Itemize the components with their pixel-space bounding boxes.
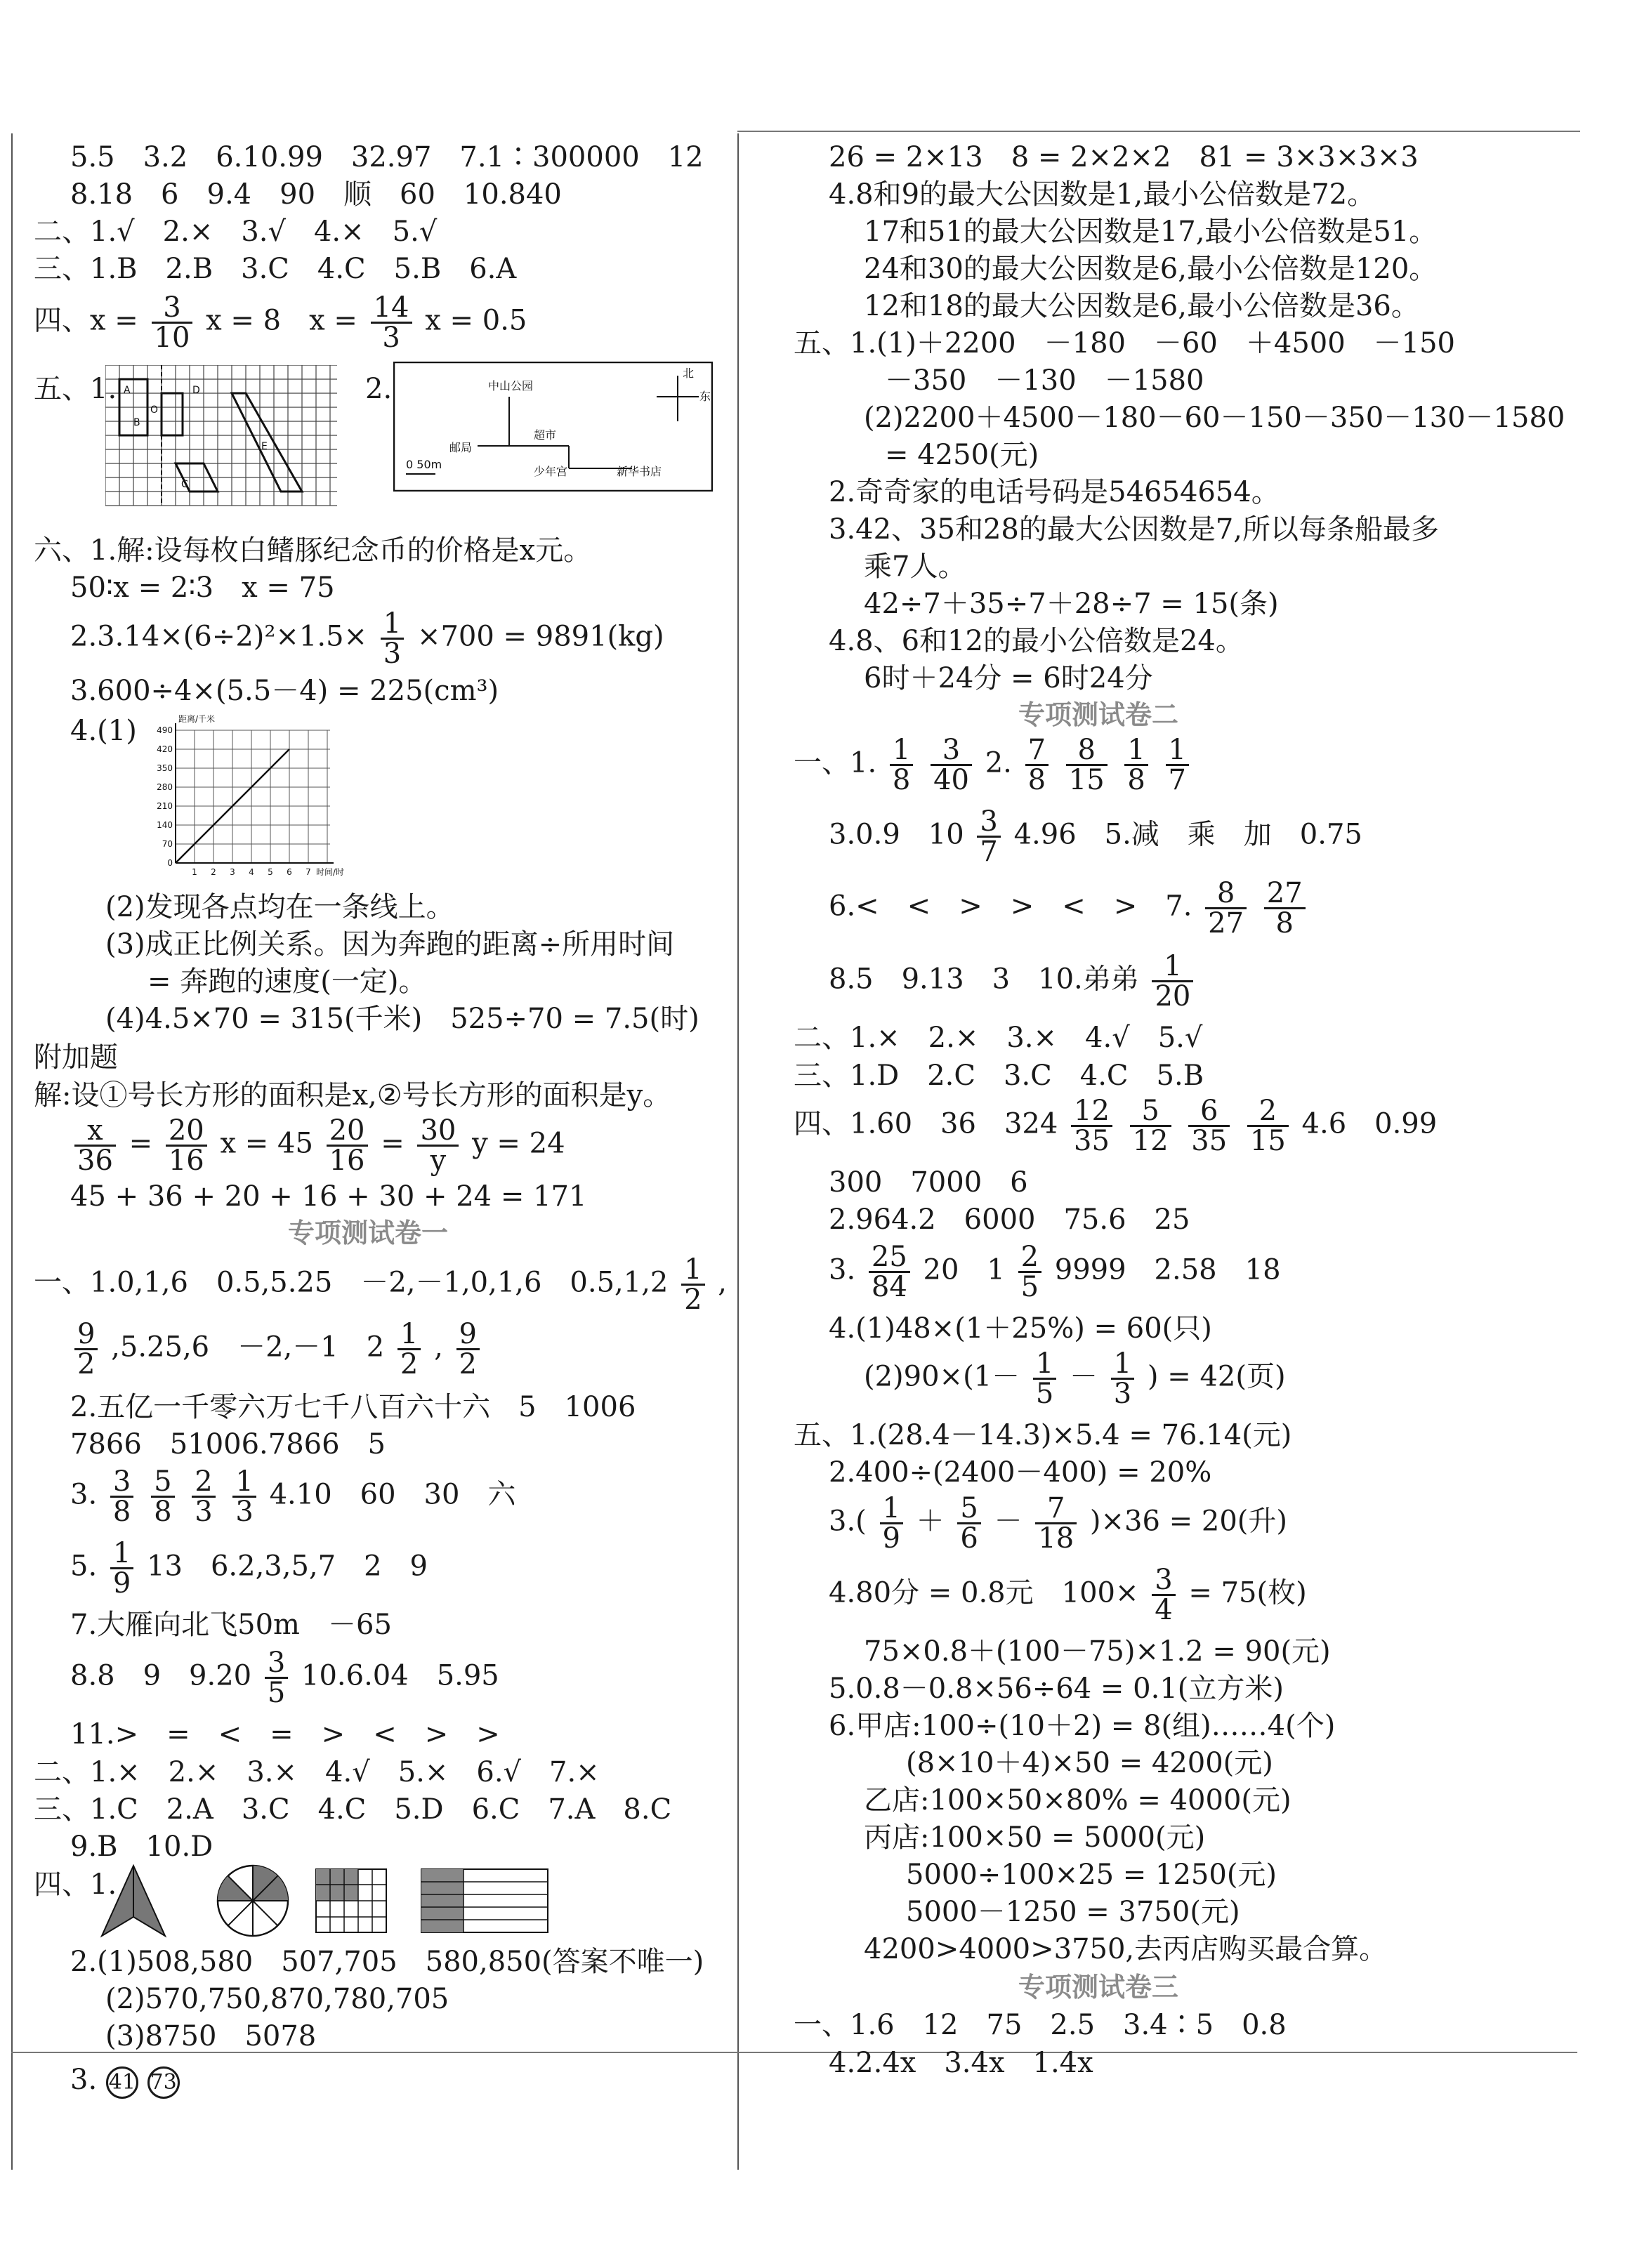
map-label: 东 — [699, 390, 711, 403]
section-title: 专项测试卷二 — [1018, 699, 1179, 730]
fraction: $\frac{5}{12}$ — [1130, 1097, 1171, 1155]
answer-line: 4.2.4x 3.4x 1.4x — [829, 2047, 1093, 2079]
answer-line-fractions: 3. $\frac{3}{8}$ $\frac{5}{8}$ $\frac{2}{3}$ $\frac{1}{3}$ 4.10 60 30 六 — [70, 1465, 516, 1528]
x-tick: 4 — [249, 867, 254, 877]
fraction: $\frac{1}{8}$ — [1124, 736, 1148, 794]
map-label: 中山公园 — [488, 379, 534, 393]
x-axis-label: 时间/时 — [316, 867, 345, 877]
fraction: $\frac{1}{2}$ — [397, 1320, 421, 1378]
answer-line: (3)成正比例关系。因为奔跑的距离÷所用时间 — [105, 928, 675, 961]
answer-line-fractions: 5. $\frac{1}{9}$ 13 6.2,3,5,7 2 9 — [70, 1537, 428, 1600]
y-tick: 210 — [157, 801, 173, 811]
fraction: $\frac{5}{8}$ — [151, 1468, 174, 1526]
fraction: $\frac{1}{9}$ — [880, 1494, 903, 1552]
answer-line: 2.(1)508,580 507,705 580,850(答案不唯一) — [70, 1946, 704, 1978]
map-label: 超市 — [534, 428, 557, 442]
fraction: $\frac{2}{3}$ — [192, 1468, 215, 1526]
answer-line: 8.18 6 9.4 90 顺 60 10.840 — [70, 178, 562, 211]
answer-line: 50∶x = 2∶3 x = 75 — [70, 572, 335, 604]
distance-time-graph — [140, 709, 365, 885]
fraction: $\frac{1}{3}$ — [232, 1468, 256, 1526]
answer-line: 12和18的最大公因数是6,最小公倍数是36。 — [864, 290, 1419, 322]
answer-line-fractions: 四、x = $\frac{3}{10}$ x = 8 x = $\frac{14}{3}$ x = 0.5 — [34, 291, 527, 354]
y-tick: 0 — [167, 858, 173, 868]
y-tick: 350 — [157, 763, 173, 773]
fraction: $\frac{7}{18}$ — [1035, 1494, 1077, 1552]
fraction: $\frac{x}{36}$ — [74, 1116, 116, 1175]
fraction: $\frac{27}{8}$ — [1264, 879, 1306, 937]
y-tick: 70 — [162, 839, 173, 849]
x-tick: 3 — [230, 867, 235, 877]
answer-line: 2.964.2 6000 75.6 25 — [829, 1204, 1190, 1236]
x-tick: 6 — [287, 867, 292, 877]
answer-line: 2. — [365, 373, 393, 405]
fraction: $\frac{1}{3}$ — [1111, 1350, 1134, 1408]
answer-line-fractions: 8.8 9 9.20 $\frac{3}{5}$ 10.6.04 5.95 — [70, 1647, 499, 1709]
answer-line-fractions: 8.5 9.13 3 10.弟弟 $\frac{1}{20}$ — [829, 952, 1197, 1010]
answer-line: 11.> = < = > < > > — [70, 1718, 500, 1751]
answer-line: (8×10＋4)×50 = 4200(元) — [906, 1747, 1273, 1779]
answer-line: 乙店:100×50×80% = 4000(元) — [864, 1784, 1291, 1817]
grid-figure — [105, 365, 337, 509]
answer-line: 7866 51006.7866 5 — [70, 1428, 386, 1461]
fraction: $\frac{9}{2}$ — [74, 1320, 98, 1378]
fraction: $\frac{3}{7}$ — [977, 807, 1000, 866]
answer-line: 5000÷100×25 = 1250(元) — [906, 1859, 1277, 1891]
fraction: $\frac{14}{3}$ — [371, 294, 412, 352]
answer-line-fractions: 3.( $\frac{1}{9}$ ＋ $\frac{5}{6}$ － $\frac{7}{18}$ )×36 = 20(升) — [829, 1492, 1287, 1555]
answer-line: = 4250(元) — [885, 439, 1039, 471]
answer-line: 三、1.B 2.B 3.C 4.C 5.B 6.A — [34, 253, 517, 285]
top-rule — [737, 131, 1580, 132]
fraction: $\frac{3}{40}$ — [931, 736, 972, 794]
answer-line: 4.8和9的最大公因数是1,最小公倍数是72。 — [829, 178, 1376, 211]
circled-number: 41 — [106, 2066, 138, 2099]
fraction: $\frac{3}{8}$ — [110, 1468, 133, 1526]
fraction: $\frac{2}{5}$ — [1018, 1243, 1041, 1301]
map-label: 0 50m — [406, 458, 442, 471]
fraction: $\frac{8}{27}$ — [1205, 879, 1247, 937]
answer-line: 五、1. — [34, 373, 117, 405]
map-label: 北 — [683, 367, 695, 380]
y-tick: 420 — [157, 744, 173, 754]
fraction: $\frac{8}{15}$ — [1066, 736, 1108, 794]
answer-line: 2.奇奇家的电话号码是54654654。 — [829, 476, 1280, 508]
answer-line-fractions: (2)90×(1－ $\frac{1}{5}$ － $\frac{1}{3}$ ) = 42(页) — [864, 1347, 1286, 1410]
grid-label: C — [181, 479, 188, 490]
answer-line: = 奔跑的速度(一定)。 — [147, 965, 427, 998]
answer-line: (4)4.5×70 = 315(千米) 525÷70 = 7.5(时) — [105, 1003, 699, 1035]
answer-line-fractions: 一、1.0,1,6 0.5,5.25 －2,－1,0,1,6 0.5,1,2 $\frac{1}{2}$ , — [34, 1253, 727, 1316]
answer-line: －350 －130 －1580 — [885, 364, 1204, 397]
answer-line: (2)570,750,870,780,705 — [105, 1983, 449, 2015]
answer-line: 300 7000 6 — [829, 1166, 1028, 1199]
x-tick: 1 — [192, 867, 197, 877]
answer-line: 四、1. — [34, 1868, 117, 1901]
section-title: 专项测试卷三 — [1018, 1972, 1179, 2003]
fraction: $\frac{3}{10}$ — [152, 294, 193, 352]
fraction: $\frac{30}{y}$ — [417, 1116, 459, 1175]
rectangle-shape — [421, 1869, 548, 1932]
answer-line: (2)发现各点均在一条线上。 — [105, 891, 454, 923]
fraction: $\frac{2}{15}$ — [1247, 1097, 1289, 1155]
map-label: 少年宫 — [534, 465, 568, 478]
answer-line-fractions: 3. $\frac{25}{84}$ 20 1 $\frac{2}{5}$ 9999 2.58 18 — [829, 1241, 1281, 1303]
fraction: $\frac{25}{84}$ — [869, 1243, 910, 1301]
answer-line: 24和30的最大公因数是6,最小公倍数是120。 — [864, 253, 1438, 285]
y-tick: 490 — [157, 725, 173, 735]
fraction: $\frac{6}{35}$ — [1188, 1097, 1230, 1155]
map-figure — [393, 362, 713, 492]
shapes-figure — [98, 1862, 562, 1946]
grid-square-shape — [316, 1869, 386, 1932]
map-label: 新华书店 — [617, 465, 662, 478]
answer-line-circled: 3. 41 73 — [70, 2063, 180, 2099]
answer-line: 一、1.6 12 75 2.5 3.4∶5 0.8 — [794, 2009, 1287, 2041]
y-tick: 140 — [157, 820, 173, 830]
answer-line-fractions: 3.0.9 10 $\frac{3}{7}$ 4.96 5.减 乘 加 0.75 — [829, 805, 1362, 868]
fraction: $\frac{12}{35}$ — [1071, 1097, 1112, 1155]
fraction: $\frac{3}{5}$ — [265, 1649, 288, 1707]
fraction: $\frac{1}{9}$ — [110, 1539, 133, 1597]
answer-line: 42÷7＋35÷7＋28÷7 = 15(条) — [864, 588, 1279, 620]
fraction: $\frac{20}{16}$ — [166, 1116, 207, 1175]
answer-line: (2)2200＋4500－180－60－150－350－130－1580 — [864, 402, 1565, 434]
answer-line: 2.五亿一千零六万七千八百六十六 5 1006 — [70, 1391, 636, 1423]
map-label: 邮局 — [449, 441, 473, 454]
left-margin-line — [11, 133, 13, 2170]
section-heading: 附加题 — [34, 1041, 118, 1074]
answer-line: 2.400÷(2400－400) = 20% — [829, 1456, 1212, 1489]
answer-line: 五、1.(28.4－14.3)×5.4 = 76.14(元) — [794, 1419, 1292, 1451]
grid-label: E — [261, 441, 268, 452]
answer-line: 4.(1)48×(1＋25%) = 60(只) — [829, 1312, 1212, 1345]
column-divider — [737, 133, 739, 2170]
y-tick: 280 — [157, 782, 173, 792]
answer-line: 17和51的最大公因数是17,最小公倍数是51。 — [864, 216, 1438, 248]
answer-line: 5.5 3.2 6.10.99 32.97 7.1∶300000 12 — [70, 141, 704, 173]
answer-line-fractions: 一、1. $\frac{1}{8}$ $\frac{3}{40}$ 2. $\frac{7}{8}$ $\frac{8}{15}$ $\frac{1}{8}$ $\frac{1}{7}$ — [794, 736, 1193, 794]
answer-line: 三、1.C 2.A 3.C 4.C 5.D 6.C 7.A 8.C — [34, 1793, 672, 1826]
answer-line: 26 = 2×13 8 = 2×2×2 81 = 3×3×3×3 — [829, 141, 1419, 173]
answer-line: 4.8、6和12的最小公倍数是24。 — [829, 625, 1244, 657]
fraction: $\frac{20}{16}$ — [327, 1116, 368, 1175]
x-tick: 7 — [305, 867, 311, 877]
answer-line: (3)8750 5078 — [105, 2020, 317, 2052]
fraction: $\frac{1}{20}$ — [1152, 952, 1193, 1010]
answer-line: 5000－1250 = 3750(元) — [906, 1896, 1240, 1928]
fraction: $\frac{1}{8}$ — [890, 736, 913, 794]
y-axis-label: 距离/千米 — [178, 714, 216, 724]
answer-line: 解:设①号长方形的面积是x,②号长方形的面积是y。 — [34, 1079, 671, 1112]
fraction: $\frac{3}{4}$ — [1152, 1566, 1175, 1624]
grid-label: D — [192, 385, 200, 396]
circled-number: 73 — [147, 2066, 180, 2099]
answer-line: 4200>4000>3750,去丙店购买最合算。 — [864, 1933, 1388, 1965]
x-tick: 5 — [268, 867, 273, 877]
grid-label: B — [133, 417, 140, 428]
answer-line: 3.42、35和28的最大公因数是7,所以每条船最多 — [829, 513, 1440, 546]
answer-line: 二、1.× 2.× 3.× 4.√ 5.× 6.√ 7.× — [34, 1756, 600, 1788]
fraction: $\frac{5}{6}$ — [957, 1494, 980, 1552]
answer-line-fractions: 2.3.14×(6÷2)²×1.5× $\frac{1}{3}$ ×700 = 9891(kg) — [70, 607, 664, 670]
answer-line: 5.0.8－0.8×56÷64 = 0.1(立方米) — [829, 1673, 1284, 1705]
fraction: $\frac{1}{2}$ — [681, 1255, 704, 1314]
answer-line: 75×0.8＋(100－75)×1.2 = 90(元) — [864, 1635, 1331, 1668]
fraction: $\frac{1}{3}$ — [381, 609, 404, 668]
answer-line: 6时＋24分 = 6时24分 — [864, 662, 1153, 694]
answer-line-fractions: $\frac{x}{36}$ = $\frac{20}{16}$ x = 45 $\frac{20}{16}$ = $\frac{30}{y}$ y = 24 — [70, 1116, 565, 1175]
answer-line: 乘7人。 — [864, 550, 966, 583]
section-title: 专项测试卷一 — [288, 1218, 449, 1248]
answer-line: 3.600÷4×(5.5－4) = 225(cm³) — [70, 675, 499, 707]
answer-line: 7.大雁向北飞50m －65 — [70, 1609, 392, 1641]
answer-line-fractions: 四、1.60 36 324 $\frac{12}{35}$ $\frac{5}{12}$ $\frac{6}{35}$ $\frac{2}{15}$ 4.6 0.99 — [794, 1095, 1438, 1157]
answer-line-fractions: 6.< < > > < > 7. $\frac{8}{27}$ $\frac{27}{8}$ — [829, 879, 1310, 937]
answer-line-fractions: $\frac{9}{2}$ ,5.25,6 －2,－1 2 $\frac{1}{2}$ , $\frac{9}{2}$ — [70, 1320, 484, 1378]
answer-line: 三、1.D 2.C 3.C 4.C 5.B — [794, 1060, 1204, 1092]
fraction: $\frac{9}{2}$ — [456, 1320, 480, 1378]
answer-line: 六、1.解:设每枚白鳍豚纪念币的价格是x元。 — [34, 534, 592, 567]
answer-line: 丙店:100×50 = 5000(元) — [864, 1821, 1206, 1854]
fraction: $\frac{1}{7}$ — [1166, 736, 1189, 794]
answer-line: 6.甲店:100÷(10＋2) = 8(组)……4(个) — [829, 1710, 1336, 1742]
fraction: $\frac{1}{5}$ — [1033, 1350, 1056, 1408]
answer-line-fractions: 4.80分 = 0.8元 100× $\frac{3}{4}$ = 75(枚) — [829, 1564, 1307, 1626]
answer-line: 二、1.√ 2.× 3.√ 4.× 5.√ — [34, 216, 438, 248]
answer-line: 45 + 36 + 20 + 16 + 30 + 24 = 171 — [70, 1180, 587, 1213]
answer-line: 二、1.× 2.× 3.× 4.√ 5.√ — [794, 1022, 1203, 1054]
grid-label: O — [150, 404, 159, 416]
grid-label: A — [124, 385, 131, 396]
fraction: $\frac{7}{8}$ — [1025, 736, 1049, 794]
circle-shape — [218, 1866, 288, 1936]
answer-line: 五、1.(1)＋2200 －180 －60 ＋4500 －150 — [794, 327, 1456, 360]
answer-line: 9.B 10.D — [70, 1831, 213, 1863]
answer-line: 4.(1) — [70, 715, 137, 747]
x-tick: 2 — [211, 867, 216, 877]
